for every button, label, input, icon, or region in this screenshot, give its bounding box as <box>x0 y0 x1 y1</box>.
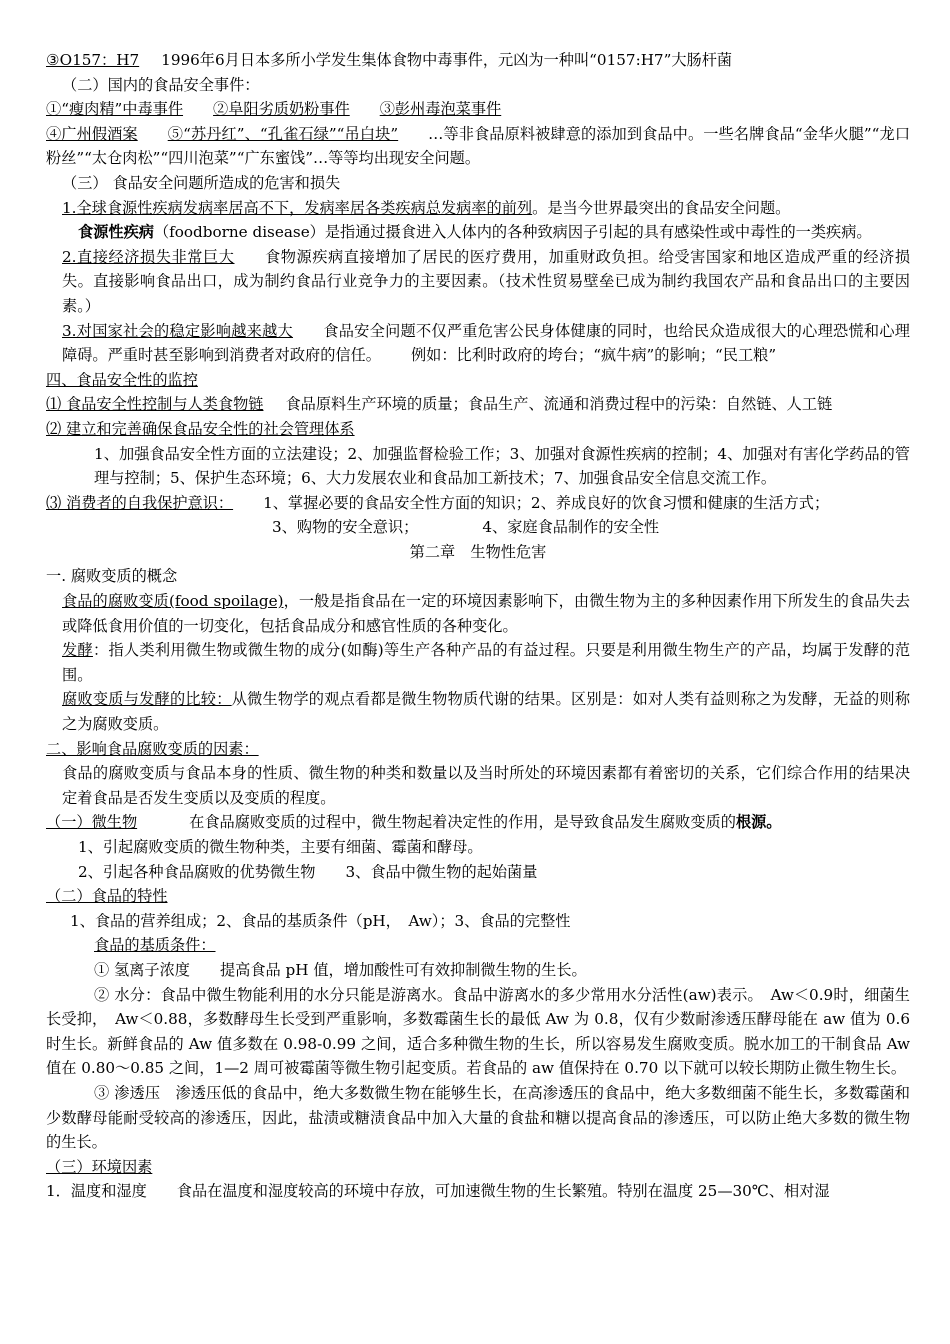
para-osmotic-pressure: ③ 渗透压 渗透压低的食品中，绝大多数微生物在能够生长，在高渗透压的食品中，绝大多数细菌不能生长，多数霉菌和少数酵母能耐受较高的渗透压，因此，盐渍或糖渍食品中加入大量的食盐和糖以提高食品的渗透压，可以防止绝大多数的微生物的生长。 <box>46 1083 910 1152</box>
list-microbes-2: 2、引起各种食品腐败的优势微生物 3、食品中微生物的起始菌量 <box>78 862 538 881</box>
para-temperature-humidity: 1．温度和湿度 食品在温度和湿度较高的环境中存放，可加速微生物的生长繁殖。特别在温度 25—30℃、相对湿 <box>46 1182 830 1201</box>
list-microbes-1: 1、引起腐败变质的微生物种类，主要有细菌、霉菌和酵母。 <box>78 838 483 856</box>
domestic-events-line1: ①“瘦肉精”中毒事件 ②阜阳劣质奶粉事件 ③彭州毒泡菜事件 <box>46 100 502 119</box>
para-foodborne-definition: 食源性疾病（foodborne disease）是指通过摄食进入人体内的各种致病因子引起的具有感染性或中毒性的一类疾病。 <box>78 223 872 242</box>
heading-harm-loss: （三） 食品安全问题所造成的危害和损失 <box>62 173 341 192</box>
para-management-items: 1、加强食品安全性方面的立法建设；2、加强监督检验工作；3、加强对食源性疾病的控制；4、加强对有害化学药品的管理与控制；5、保护生态环境；6、大力发展农业和食品加工新技术；7、加强食品安全信息交流工作。 <box>94 444 910 488</box>
para-spoilage-definition: 食品的腐败变质(food spoilage)，一般是指食品在一定的环境因素影响下，由微生物为主的多种因素作用下所发生的食品失去或降低食用价值的一切变化，包括食品成分和感官性质的各种变化。 <box>62 592 911 635</box>
list-food-properties: 1、食品的营养组成；2、食品的基质条件（pH， Aw）；3、食品的完整性 <box>70 911 571 930</box>
para-social-stability: 3.对国家社会的稳定影响越来越大 食品安全问题不仅严重危害公民身体健康的同时，也给民众造成很大的心理恐慌和心理障碍。严重时甚至影响到消费者对政府的信任。 例如：比利时政府的垮台；“疯牛病”的影响；“民工粮” <box>62 321 910 365</box>
heading-domestic-events: （二）国内的食品安全事件： <box>62 75 260 94</box>
para-food-chain: ⑴ 食品安全性控制与人类食物链 食品原料生产环境的质量；食品生产、流通和消费过程中的污染：自然链、人工链 <box>46 395 833 414</box>
heading-food-properties: （二）食品的特性 <box>46 887 168 906</box>
heading-management-system: ⑵ 建立和完善确保食品安全性的社会管理体系 <box>46 419 355 438</box>
para-consumer-protection-2: 3、购物的安全意识； 4、家庭食品制作的安全性 <box>272 518 660 537</box>
o157-label: ③O157：H7 <box>46 51 140 69</box>
domestic-events-line2: ④广州假酒案 ⑤“苏丹红”、“孔雀石绿”“吊白块” …等非食品原料被肆意的添加到食品中。一些名牌食品“金华火腿”“龙口粉丝”“太仓肉松”“四川泡菜”“广东蜜饯”…等等均出现安全问题。 <box>46 124 911 168</box>
heading-substrate-conditions: 食品的基质条件： <box>94 936 216 955</box>
heading-factors: 二、影响食品腐败变质的因素： <box>46 739 259 758</box>
para-economic-loss: 2.直接经济损失非常巨大 食物源疾病直接增加了居民的医疗费用，加重财政负担。给受害国家和地区造成严重的经济损失。直接影响食品出口，成为制约食品行业竞争力的主要因素。（技术性贸易壁垒已成为制约我国农产品和食品出口的主要因素。） <box>62 247 911 315</box>
para-factors-intro: 食品的腐败变质与食品本身的性质、微生物的种类和数量以及当时所处的环境因素都有着密切的关系，它们综合作用的结果决定着食品是否发生变质以及变质的程度。 <box>62 764 910 807</box>
para-comparison: 腐败变质与发酵的比较：从微生物学的观点看都是微生物物质代谢的结果。区别是：如对人类有益则称之为发酵，无益的则称之为腐败变质。 <box>62 690 911 734</box>
para-o157: ③O157：H7 1996年6月日本多所小学发生集体食物中毒事件，元凶为一种叫“0157:H7”大肠杆菌 <box>46 51 733 69</box>
heading-environment: （三）环境因素 <box>46 1157 153 1176</box>
chapter-title: 第二章 生物性危害 <box>409 542 547 561</box>
para-microbes: （一）微生物 在食品腐败变质的过程中，微生物起着决定性的作用，是导致食品发生腐败变质的根源。 <box>46 813 782 832</box>
heading-monitoring: 四、食品安全性的监控 <box>46 370 198 389</box>
para-consumer-protection: ⑶ 消费者的自我保护意识： 1、掌握必要的食品安全性方面的知识；2、养成良好的饮食习惯和健康的生活方式； <box>46 493 830 512</box>
term-foodborne-disease: 食源性疾病 <box>78 223 154 242</box>
para-hydrogen-ion: ① 氢离子浓度 提高食品 pH 值，增加酸性可有效抑制微生物的生长。 <box>94 960 587 979</box>
para-foodborne-rate: 1.全球食源性疾病发病率居高不下，发病率居各类疾病总发病率的前列。是当今世界最突出的食品安全问题。 <box>62 198 791 217</box>
para-water-activity: ② 水分：食品中微生物能利用的水分只能是游离水。食品中游离水的多少常用水分活性(aw)表示。 Aw＜0.9时，细菌生长受抑， Aw＜0.88，多数酵母生长受到严重影响，多数霉菌生长的最低 Aw 为 0.8，仅有少数耐渗透压酵母能在 aw 值为 0.6 时生长。新鲜食品的 Aw 值多数在 0.98-0.99 之间，适合多种微生物的生长，所以容易发生腐败变质。脱水加工的干制食品 Aw 值在 0.80～0.85 之间，1—2 周可被霉菌等微生物引起变质。若食品的 aw 值保持在 0.70 以下就可以较长期防止微生物生长。 <box>46 985 910 1078</box>
heading-spoilage-concept: 一. 腐败变质的概念 <box>46 567 178 586</box>
para-fermentation: 发酵：指人类利用微生物或微生物的成分(如酶)等生产各种产品的有益过程。只要是利用微生物生产的产品，均属于发酵的范围。 <box>62 641 911 684</box>
